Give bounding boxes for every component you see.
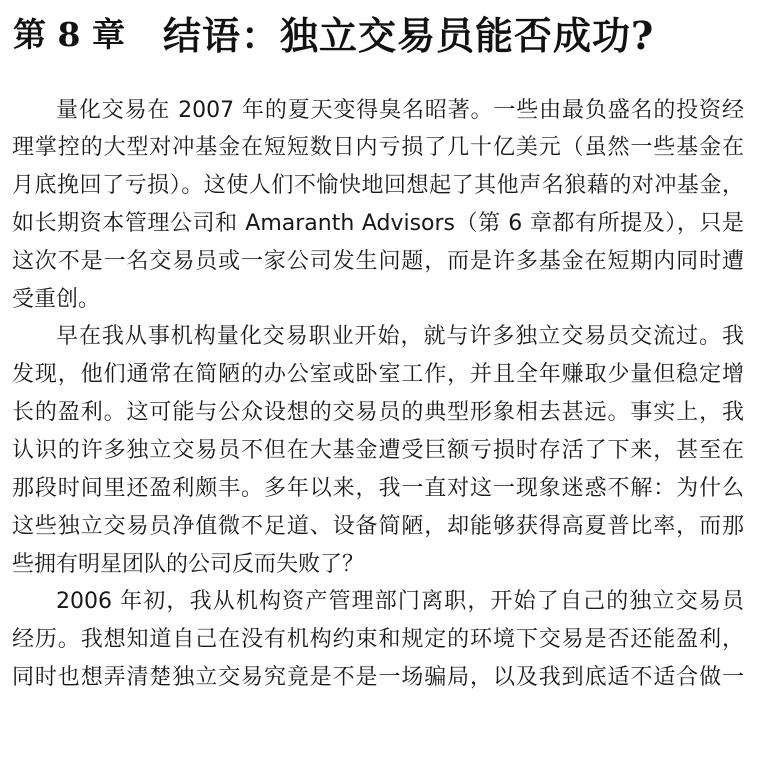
- text-line: 早在我从事机构量化交易职业开始，就与许多独立交易员交流过。我: [56, 324, 744, 349]
- text-line: 发现，他们通常在简陋的办公室或卧室工作，并且全年赚取少量但稳定增: [12, 362, 744, 387]
- chapter-title: 结语：独立交易员能否成功?: [162, 12, 655, 58]
- text-line: 同时也想弄清楚独立交易究竟是不是一场骗局，以及我到底适不适合做一: [12, 665, 744, 690]
- text-line: 月底挽回了亏损）。这使人们不愉快地回想起了其他声名狼藉的对冲基金，: [12, 173, 744, 198]
- text-line: 那段时间里还盈利颇丰。多年以来，我一直对这一现象迷惑不解：为什么: [12, 476, 744, 501]
- text-line: 如长期资本管理公司和 Amaranth Advisors（第 6 章都有所提及），只是: [12, 211, 744, 236]
- chapter-number: 第 8 章: [13, 14, 125, 54]
- text-line: 长的盈利。这可能与公众设想的交易员的典型形象相去甚远。事实上，我: [12, 400, 744, 425]
- text-line: 经历。我想知道自己在没有机构约束和规定的环境下交易是否还能盈利，: [12, 627, 744, 652]
- text-line: 量化交易在 2007 年的夏天变得臭名昭著。一些由最负盛名的投资经: [56, 98, 744, 123]
- text-line: 这次不是一名交易员或一家公司发生问题，而是许多基金在短期内同时遭: [12, 249, 744, 274]
- chapter-heading: [13, 2, 654, 62]
- text-line: 这些独立交易员净值微不足道、设备简陋，却能够获得高夏普比率，而那: [12, 514, 744, 539]
- text-line: 认识的许多独立交易员不但在大基金遭受巨额亏损时存活了下来，甚至在: [12, 438, 744, 463]
- text-line: 2006 年初，我从机构资产管理部门离职，开始了自己的独立交易员: [56, 589, 744, 614]
- text-line: 些拥有明星团队的公司反而失败了？: [12, 552, 365, 577]
- text-line: 受重创。: [12, 287, 101, 312]
- text-line: 理掌控的大型对冲基金在短短数日内亏损了几十亿美元（虽然一些基金在: [12, 135, 744, 160]
